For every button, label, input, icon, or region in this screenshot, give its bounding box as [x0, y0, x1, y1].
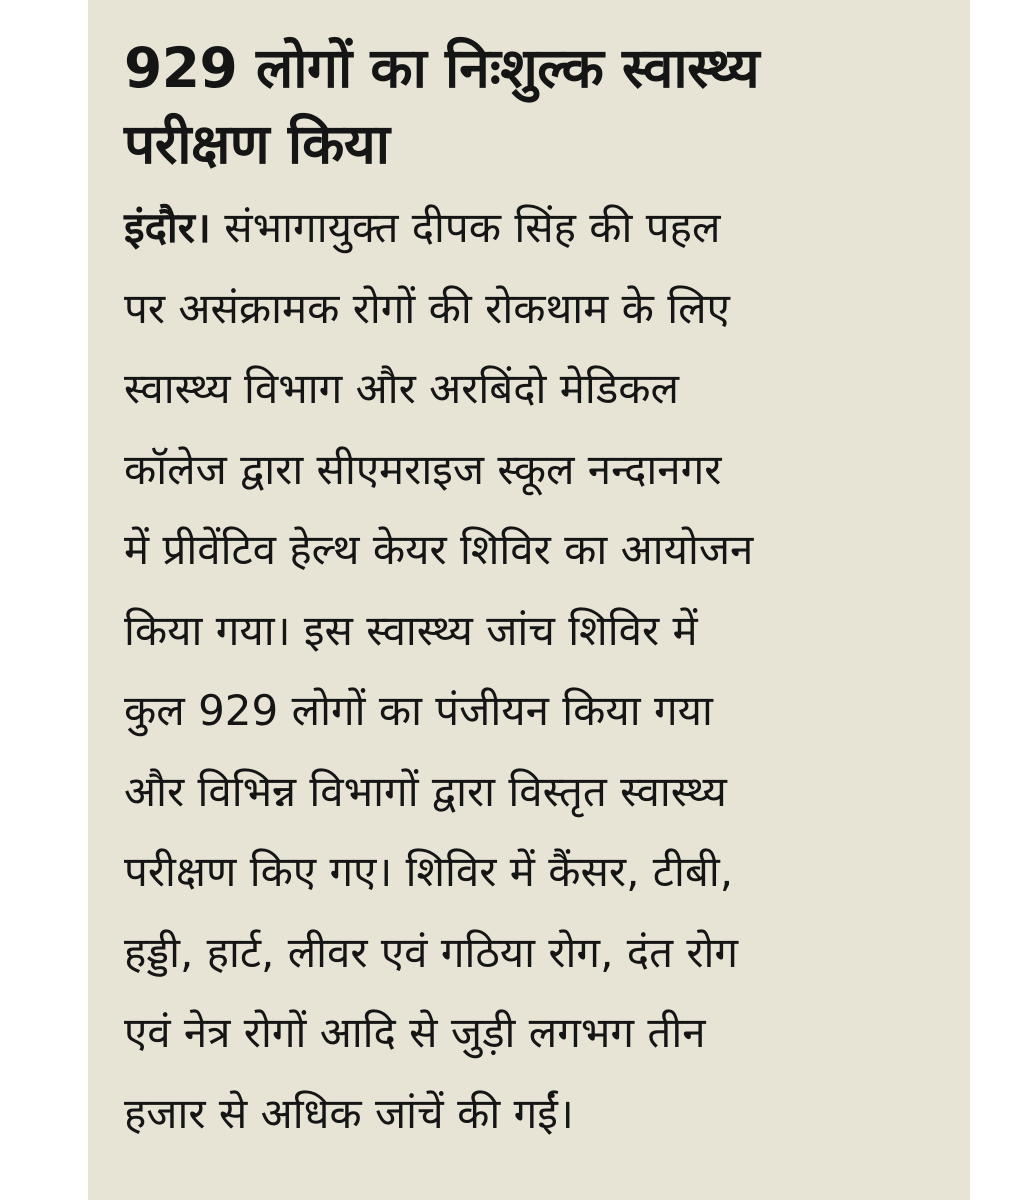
body-line: स्वास्थ्य विभाग और अरबिंदो मेडिकल: [124, 364, 679, 413]
body-line: में प्रीवेंटिव हेल्थ केयर शिविर का आयोजन: [124, 525, 754, 574]
body-line: कॉलेज द्वारा सीएमराइज स्कूल नन्दानगर: [124, 444, 722, 494]
body-line: हजार से अधिक जांचें की गईं।: [124, 1088, 574, 1138]
headline: [124, 30, 930, 182]
body-line: और विभिन्न विभागों द्वारा विस्तृत स्वास्थ्य: [124, 766, 727, 816]
body-line: एवं नेत्र रोगों आदि से जुड़ी लगभग तीन: [124, 1008, 706, 1057]
body-line-text: संभागायुक्त दीपक सिंह की पहल: [210, 203, 721, 252]
body-line: परीक्षण किए गए। शिविर में कैंसर, टीबी,: [124, 847, 734, 896]
article-body: [124, 188, 930, 1154]
body-line: पर असंक्रामक रोगों की रोकथाम के लिए: [124, 283, 730, 333]
body-line: हड्डी, हार्ट, लीवर एवं गठिया रोग, दंत रोग: [124, 927, 739, 977]
dateline: इंदौर।: [124, 203, 211, 252]
news-clipping: [88, 0, 970, 1200]
body-line: किया गया। इस स्वास्थ्य जांच शिविर में: [124, 605, 698, 655]
headline-line: 929 लोगों का निःशुल्क स्वास्थ्य: [124, 36, 760, 100]
body-line: [124, 188, 930, 269]
headline-line: परीक्षण किया: [124, 112, 390, 176]
body-line: कुल 929 लोगों का पंजीयन किया गया: [124, 686, 713, 735]
